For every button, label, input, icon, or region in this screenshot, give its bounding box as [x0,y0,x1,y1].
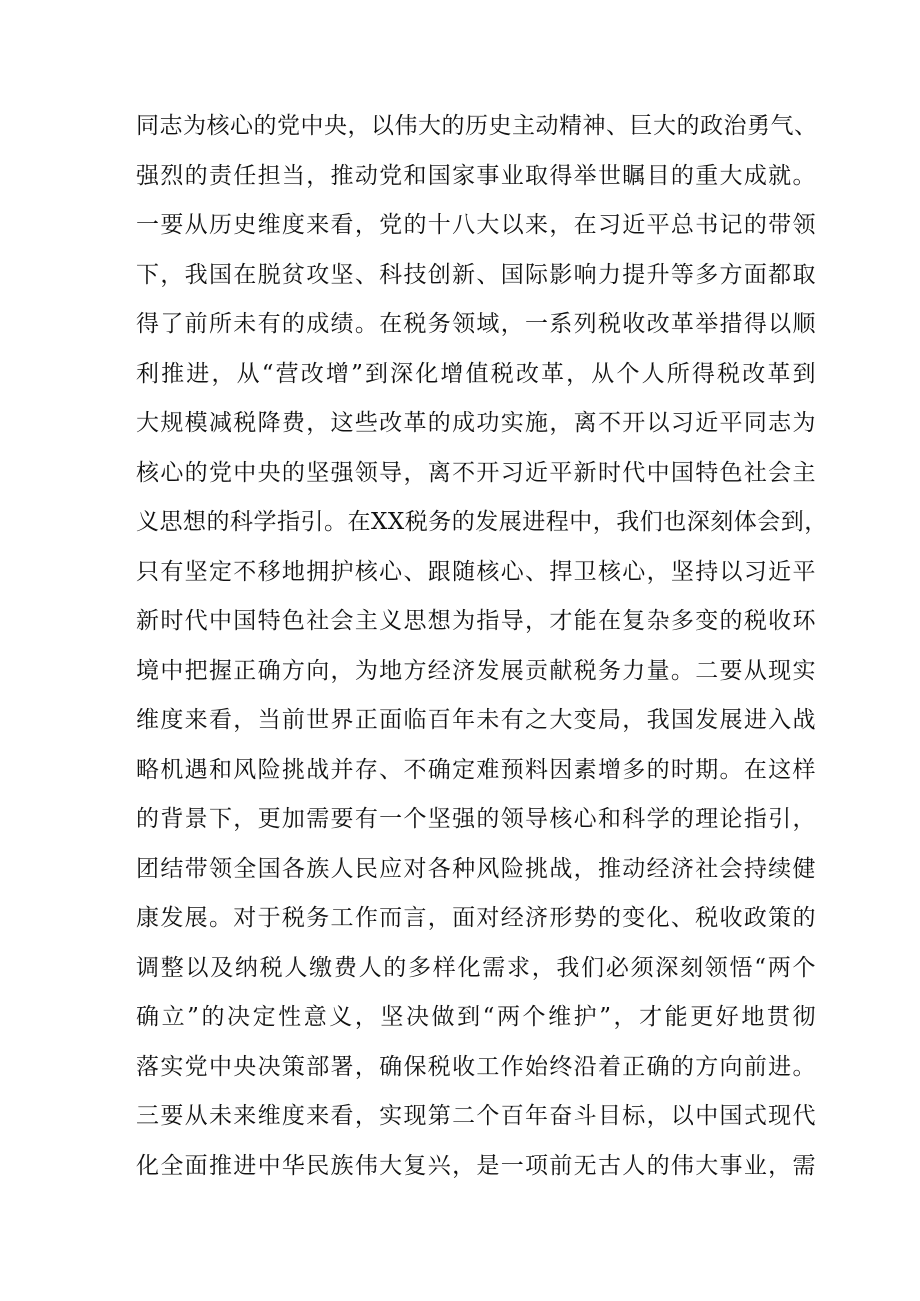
text-line-13: 维度来看，当前世界正面临百年未有之大变局，我国发展进入战 [136,707,816,733]
text-line-5: 得了前所未有的成绩。在税务领域，一系列税收改革举措得以顺 [136,311,816,337]
text-line-6: 利推进，从“营改增”到深化增值税改革，从个人所得税改革到 [136,360,816,387]
text-line-19: 确立”的决定性意义，坚决做到“两个维护”，才能更好地贯彻 [136,1004,816,1030]
text-line-20: 落实党中央决策部署，确保税收工作始终沿着正确的方向前进。 [136,1053,816,1080]
text-line-15: 的背景下，更加需要有一个坚强的领导核心和科学的理论指引， [136,806,816,832]
text-line-21: 三要从未来维度来看，实现第二个百年奋斗目标，以中国式现代 [136,1103,816,1129]
text-line-10: 只有坚定不移地拥护核心、跟随核心、捍卫核心，坚持以习近平 [136,558,816,585]
text-line-4: 下，我国在脱贫攻坚、科技创新、国际影响力提升等多方面都取 [136,261,816,288]
text-line-9: 义思想的科学指引。在XX税务的发展进程中，我们也深刻体会到， [136,509,828,535]
text-line-16: 团结带领全国各族人民应对各种风险挑战，推动经济社会持续健 [136,855,816,882]
text-line-17: 康发展。对于税务工作而言，面对经济形势的变化、税收政策的 [136,905,816,931]
text-line-3: 一要从历史维度来看，党的十八大以来，在习近平总书记的带领 [136,212,816,238]
text-line-2: 强烈的责任担当，推动党和国家事业取得举世瞩目的重大成就。 [136,162,816,189]
text-line-18: 调整以及纳税人缴费人的多样化需求，我们必须深刻领悟“两个 [136,954,816,981]
text-line-14: 略机遇和风险挑战并存、不确定难预料因素增多的时期。在这样 [136,756,816,783]
text-line-22: 化全面推进中华民族伟大复兴，是一项前无古人的伟大事业，需 [136,1152,816,1179]
text-line-11: 新时代中国特色社会主义思想为指导，才能在复杂多变的税收环 [136,608,816,634]
text-line-12: 境中把握正确方向，为地方经济发展贡献税务力量。二要从现实 [136,657,816,684]
body-text [136,102,828,1191]
text-line-1: 同志为核心的党中央，以伟大的历史主动精神、巨大的政治勇气、 [136,113,818,139]
text-line-8: 核心的党中央的坚强领导，离不开习近平新时代中国特色社会主 [136,459,816,486]
text-line-7: 大规模减税降费，这些改革的成功实施，离不开以习近平同志为 [136,410,816,436]
